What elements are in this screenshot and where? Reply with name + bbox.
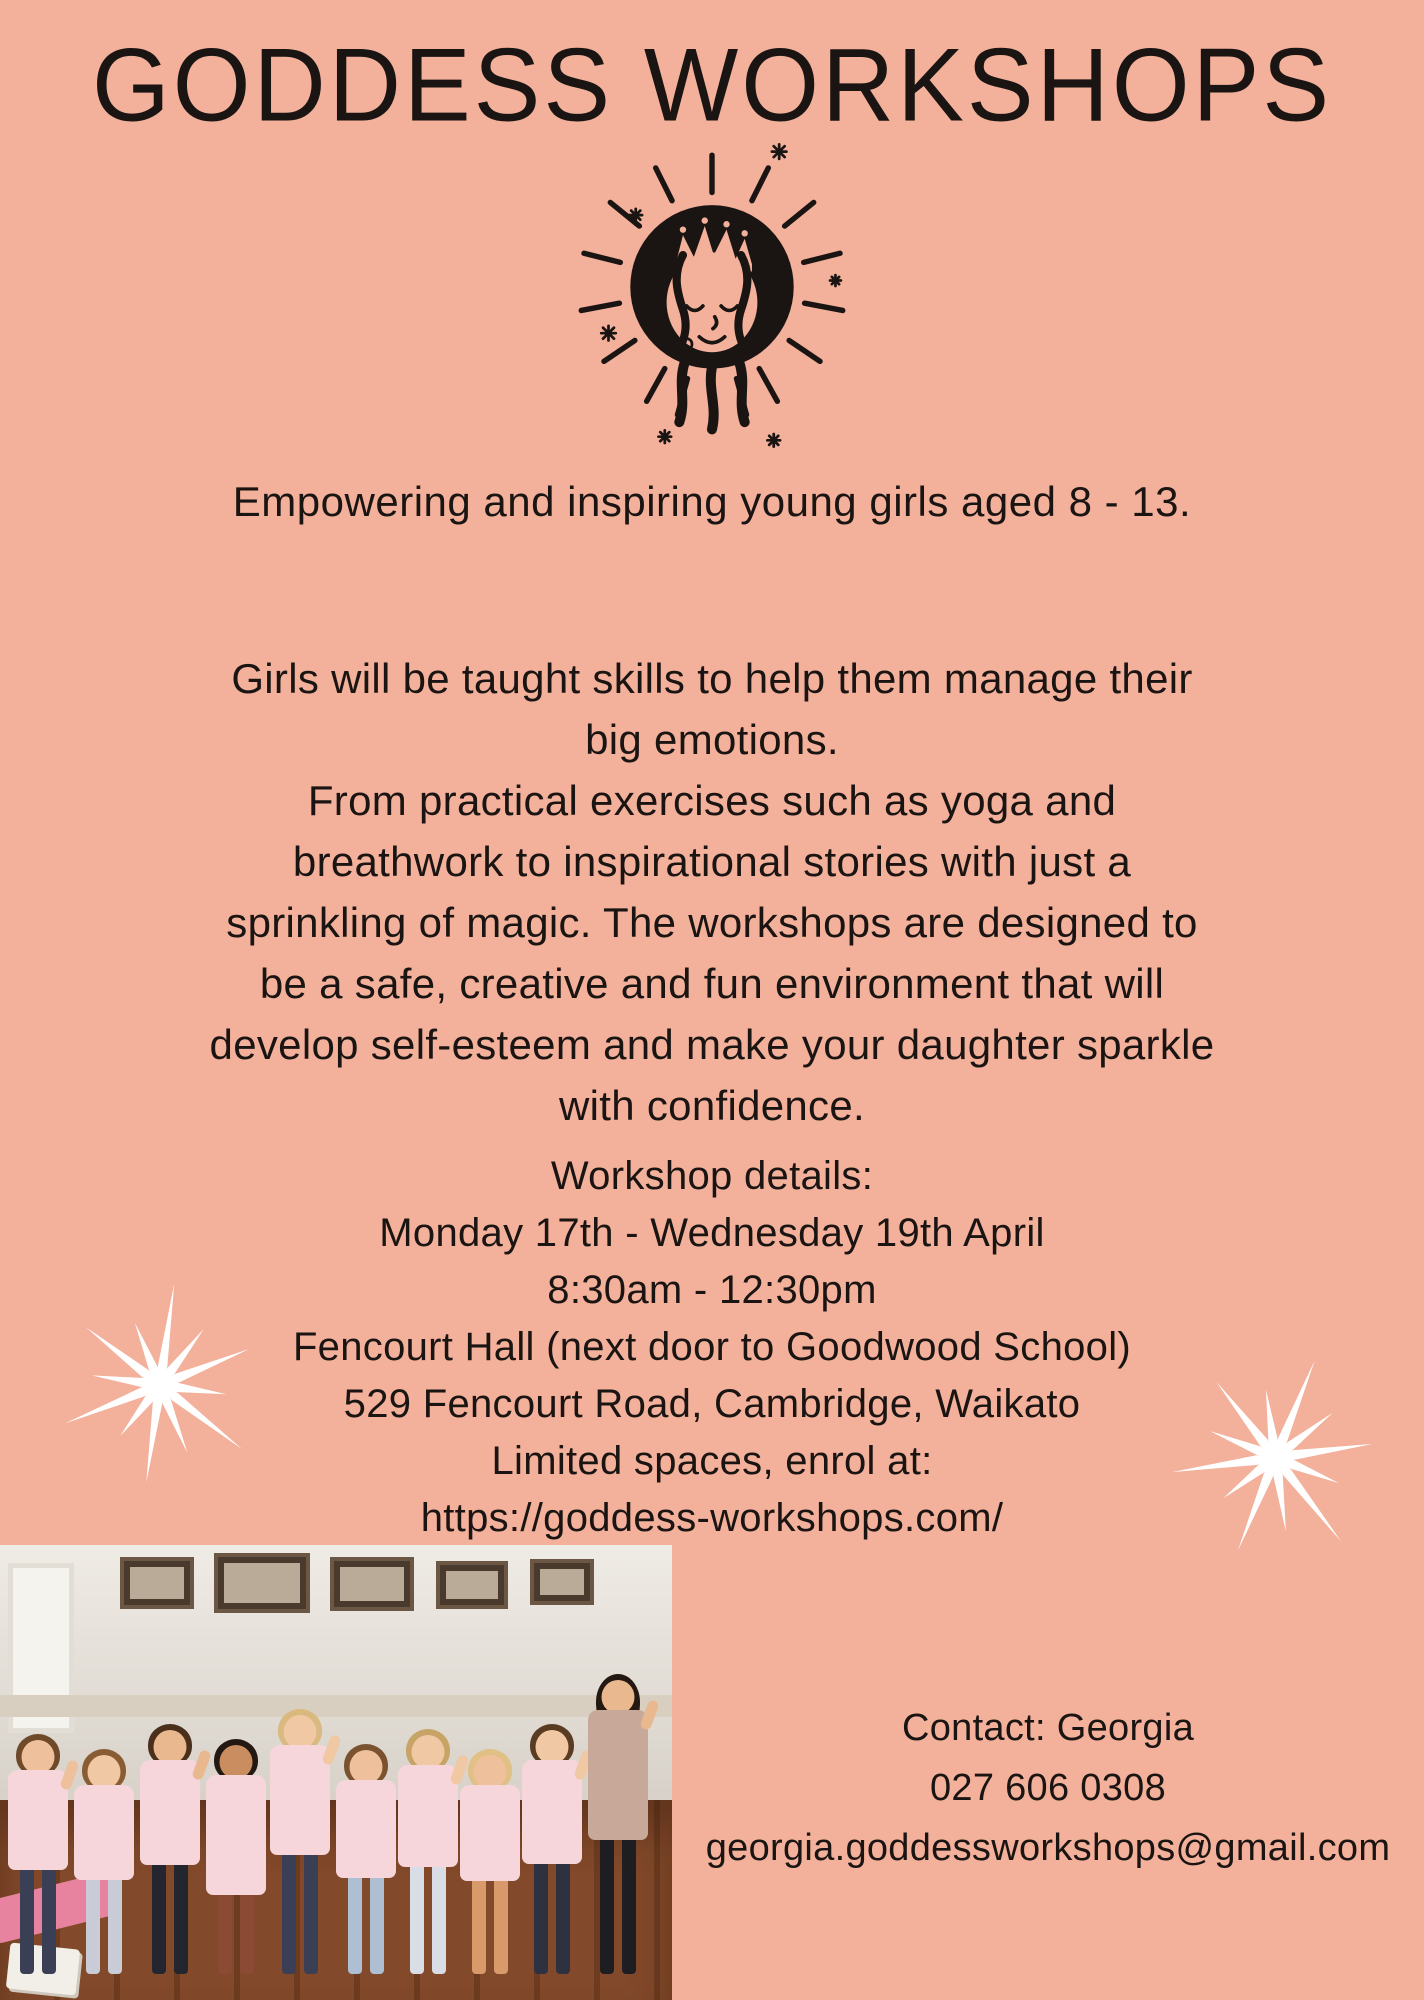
email-address[interactable]: georgia.goddessworkshops@gmail.com <box>705 1827 1391 1869</box>
details-dates: Monday 17th - Wednesday 19th April <box>379 1211 1045 1255</box>
details-time: 8:30am - 12:30pm <box>547 1268 877 1312</box>
person-figure <box>458 1749 522 1974</box>
description-block <box>0 648 1424 1136</box>
group-photo <box>0 1545 672 2000</box>
photo-frame <box>330 1557 414 1611</box>
person-figure <box>6 1734 70 1974</box>
page-title: GODDESS WORKSHOPS <box>91 26 1333 144</box>
starburst-left-icon <box>45 1270 275 1500</box>
person-figure-adult <box>586 1674 650 1974</box>
description-line: be a safe, creative and fun environment that will <box>259 960 1165 1007</box>
person-figure <box>204 1739 268 1974</box>
contact-name: Contact: Georgia <box>901 1707 1195 1749</box>
description-line: Girls will be taught skills to help them manage their <box>231 655 1193 702</box>
photo-table <box>0 1695 672 1717</box>
description-line: develop self-esteem and make your daughter sparkle <box>209 1021 1215 1068</box>
photo-frame <box>214 1553 310 1613</box>
tagline: Empowering and inspiring young girls aged 8 - 13. <box>232 478 1192 525</box>
photo-frame <box>436 1561 508 1609</box>
contact-block <box>672 1698 1424 1878</box>
details-address: 529 Fencourt Road, Cambridge, Waikato <box>343 1382 1081 1426</box>
goddess-logo-icon <box>532 128 892 473</box>
person-figure <box>72 1749 136 1974</box>
website-url[interactable]: https://goddess-workshops.com/ <box>420 1496 1004 1540</box>
person-figure <box>396 1729 460 1974</box>
person-figure <box>138 1724 202 1974</box>
person-figure <box>334 1744 398 1974</box>
description-line: breathwork to inspirational stories with just a <box>292 838 1132 885</box>
description-line: with confidence. <box>559 1082 865 1129</box>
person-figure <box>268 1709 332 1974</box>
person-figure <box>520 1724 584 1974</box>
details-heading: Workshop details: <box>550 1154 874 1198</box>
photo-frame <box>530 1559 594 1605</box>
phone-number: 027 606 0308 <box>929 1767 1167 1809</box>
photo-frame <box>120 1557 194 1609</box>
description-line: From practical exercises such as yoga and <box>307 777 1117 824</box>
description-line: sprinkling of magic. The workshops are designed to <box>226 899 1198 946</box>
details-enrol-label: Limited spaces, enrol at: <box>491 1439 933 1483</box>
description-line: big emotions. <box>585 716 839 763</box>
details-venue: Fencourt Hall (next door to Goodwood School) <box>292 1325 1132 1369</box>
